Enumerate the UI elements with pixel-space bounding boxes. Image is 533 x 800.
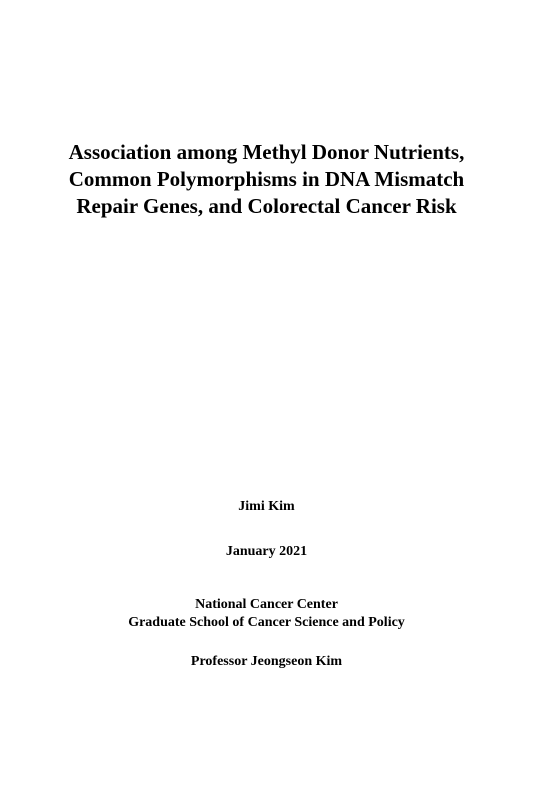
thesis-title-line-1: Association among Methyl Donor Nutrients, (68, 140, 465, 164)
submission-date: January 2021 (225, 544, 308, 559)
institution-name: National Cancer Center (195, 597, 338, 612)
author-name: Jimi Kim (238, 499, 295, 514)
thesis-title-line-3: Repair Genes, and Colorectal Cancer Risk (76, 194, 457, 218)
thesis-title (0, 139, 533, 220)
thesis-title-line-2: Common Polymorphisms in DNA Mismatch (68, 167, 465, 191)
school-name: Graduate School of Cancer Science and Policy (128, 615, 405, 630)
advisor-name: Professor Jeongseon Kim (190, 654, 343, 669)
